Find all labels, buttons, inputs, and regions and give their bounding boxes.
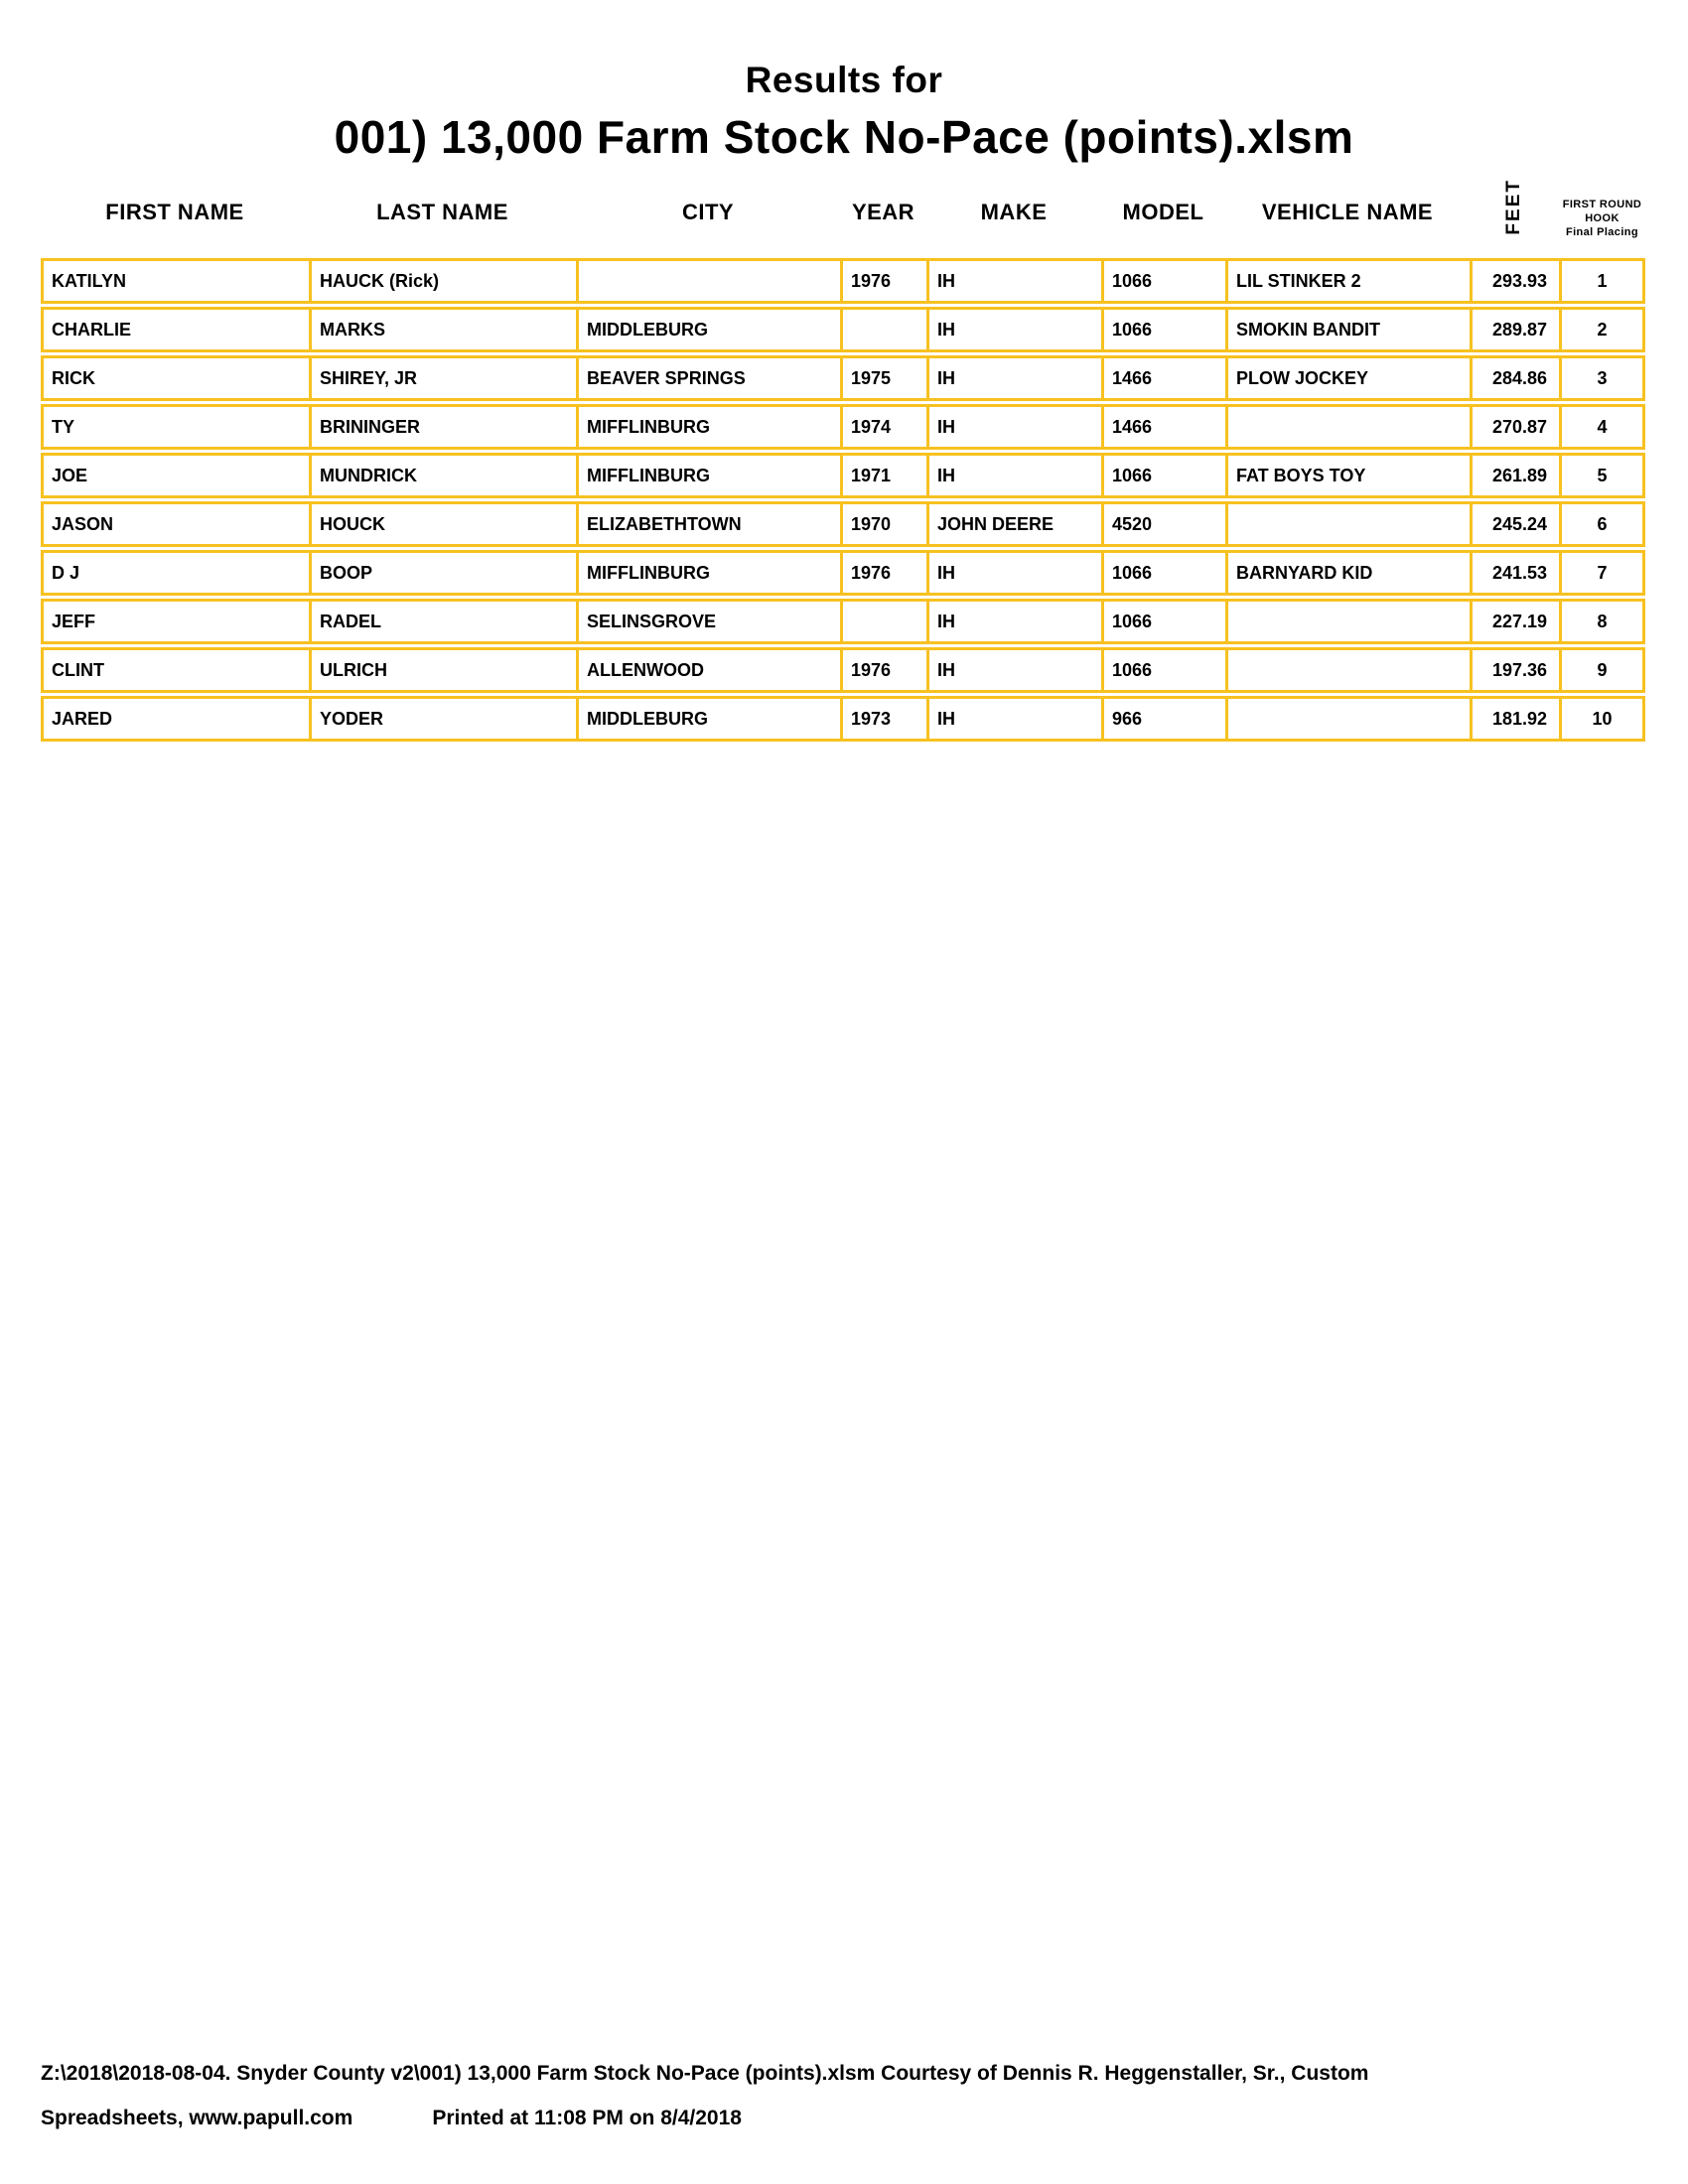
cell-first-name: RICK: [41, 355, 309, 401]
cell-last-name: BOOP: [309, 550, 576, 596]
results-table-header: [41, 168, 1645, 255]
cell-placing: 3: [1559, 355, 1645, 401]
header-row: [41, 168, 1645, 255]
cell-feet: 245.24: [1470, 501, 1559, 547]
cell-vehicle-name: [1225, 599, 1470, 644]
placing-header-line2: HOOK: [1585, 212, 1619, 224]
footer-company: Spreadsheets, www.papull.com: [41, 2107, 353, 2129]
cell-feet: 181.92: [1470, 696, 1559, 742]
cell-last-name: MARKS: [309, 307, 576, 352]
table-row: [41, 355, 1645, 401]
cell-model: 1066: [1101, 307, 1225, 352]
cell-feet: 197.36: [1470, 647, 1559, 693]
page-footer: [41, 2061, 1649, 2130]
cell-city: [576, 258, 840, 304]
table-row: [41, 599, 1645, 644]
cell-last-name: HOUCK: [309, 501, 576, 547]
column-header-model: MODEL: [1122, 200, 1204, 224]
cell-make: IH: [926, 550, 1101, 596]
cell-last-name: BRININGER: [309, 404, 576, 450]
cell-make: IH: [926, 696, 1101, 742]
feet-vertical-label: FEET: [1503, 179, 1524, 235]
placing-header-line3: Final Placing: [1565, 226, 1639, 238]
page-title-line2: 001) 13,000 Farm Stock No-Pace (points).xlsm: [334, 111, 1354, 163]
cell-city: MIDDLEBURG: [576, 696, 840, 742]
cell-feet: 261.89: [1470, 453, 1559, 498]
cell-first-name: JEFF: [41, 599, 309, 644]
table-row: [41, 258, 1645, 304]
footer-printed-timestamp: Printed at 11:08 PM on 8/4/2018: [432, 2107, 742, 2129]
cell-model: 1466: [1101, 404, 1225, 450]
cell-placing: 2: [1559, 307, 1645, 352]
cell-placing: 9: [1559, 647, 1645, 693]
cell-vehicle-name: BARNYARD KID: [1225, 550, 1470, 596]
cell-vehicle-name: [1225, 647, 1470, 693]
cell-model: 4520: [1101, 501, 1225, 547]
cell-first-name: JARED: [41, 696, 309, 742]
cell-year: 1973: [840, 696, 926, 742]
cell-placing: 1: [1559, 258, 1645, 304]
cell-placing: 5: [1559, 453, 1645, 498]
cell-first-name: D J: [41, 550, 309, 596]
cell-model: 1066: [1101, 599, 1225, 644]
page-title-line1: Results for: [745, 60, 943, 100]
cell-year: 1976: [840, 550, 926, 596]
cell-last-name: MUNDRICK: [309, 453, 576, 498]
table-row: [41, 550, 1645, 596]
column-header-year: YEAR: [851, 200, 915, 224]
results-table-body: [41, 258, 1645, 742]
column-header-last-name: LAST NAME: [376, 200, 508, 224]
cell-city: MIFFLINBURG: [576, 453, 840, 498]
column-header-vehicle-name: VEHICLE NAME: [1261, 200, 1434, 224]
cell-city: MIFFLINBURG: [576, 550, 840, 596]
cell-city: ALLENWOOD: [576, 647, 840, 693]
cell-first-name: CHARLIE: [41, 307, 309, 352]
cell-feet: 270.87: [1470, 404, 1559, 450]
cell-vehicle-name: FAT BOYS TOY: [1225, 453, 1470, 498]
cell-first-name: JASON: [41, 501, 309, 547]
cell-last-name: YODER: [309, 696, 576, 742]
column-header-city: CITY: [681, 200, 735, 224]
cell-model: 1066: [1101, 258, 1225, 304]
column-header-make: MAKE: [980, 200, 1048, 224]
cell-feet: 289.87: [1470, 307, 1559, 352]
cell-make: IH: [926, 355, 1101, 401]
cell-make: IH: [926, 453, 1101, 498]
cell-feet: 241.53: [1470, 550, 1559, 596]
cell-make: IH: [926, 647, 1101, 693]
cell-year: 1970: [840, 501, 926, 547]
cell-make: IH: [926, 258, 1101, 304]
table-row: [41, 501, 1645, 547]
cell-make: JOHN DEERE: [926, 501, 1101, 547]
column-header-feet: [1470, 168, 1559, 255]
cell-year: 1976: [840, 647, 926, 693]
cell-make: IH: [926, 599, 1101, 644]
cell-city: MIDDLEBURG: [576, 307, 840, 352]
cell-city: ELIZABETHTOWN: [576, 501, 840, 547]
cell-feet: 227.19: [1470, 599, 1559, 644]
cell-vehicle-name: PLOW JOCKEY: [1225, 355, 1470, 401]
cell-city: BEAVER SPRINGS: [576, 355, 840, 401]
cell-placing: 4: [1559, 404, 1645, 450]
cell-model: 1066: [1101, 647, 1225, 693]
cell-last-name: HAUCK (Rick): [309, 258, 576, 304]
cell-vehicle-name: LIL STINKER 2: [1225, 258, 1470, 304]
cell-feet: 284.86: [1470, 355, 1559, 401]
table-row: [41, 696, 1645, 742]
cell-last-name: ULRICH: [309, 647, 576, 693]
cell-vehicle-name: [1225, 404, 1470, 450]
cell-first-name: TY: [41, 404, 309, 450]
cell-feet: 293.93: [1470, 258, 1559, 304]
cell-year: 1976: [840, 258, 926, 304]
cell-vehicle-name: SMOKIN BANDIT: [1225, 307, 1470, 352]
cell-make: IH: [926, 307, 1101, 352]
cell-make: IH: [926, 404, 1101, 450]
cell-placing: 10: [1559, 696, 1645, 742]
cell-placing: 7: [1559, 550, 1645, 596]
cell-placing: 8: [1559, 599, 1645, 644]
cell-year: 1975: [840, 355, 926, 401]
column-header-first-name: FIRST NAME: [105, 200, 244, 224]
cell-year: [840, 599, 926, 644]
table-row: [41, 404, 1645, 450]
cell-model: 1066: [1101, 550, 1225, 596]
cell-vehicle-name: [1225, 501, 1470, 547]
cell-year: [840, 307, 926, 352]
cell-city: SELINSGROVE: [576, 599, 840, 644]
cell-last-name: SHIREY, JR: [309, 355, 576, 401]
cell-first-name: CLINT: [41, 647, 309, 693]
cell-first-name: JOE: [41, 453, 309, 498]
results-table: [41, 165, 1645, 745]
cell-model: 1466: [1101, 355, 1225, 401]
placing-header-line1: FIRST ROUND: [1562, 199, 1642, 210]
cell-model: 1066: [1101, 453, 1225, 498]
column-header-placing: [1559, 168, 1645, 255]
cell-placing: 6: [1559, 501, 1645, 547]
cell-year: 1974: [840, 404, 926, 450]
cell-vehicle-name: [1225, 696, 1470, 742]
cell-model: 966: [1101, 696, 1225, 742]
footer-file-path: Z:\2018\2018-08-04. Snyder County v2\001) 13,000 Farm Stock No-Pace (points).xlsm Courtesy of Dennis R. Heggenstaller, Sr., Custom: [41, 2062, 1369, 2085]
table-row: [41, 453, 1645, 498]
cell-year: 1971: [840, 453, 926, 498]
cell-city: MIFFLINBURG: [576, 404, 840, 450]
table-row: [41, 307, 1645, 352]
cell-first-name: KATILYN: [41, 258, 309, 304]
cell-last-name: RADEL: [309, 599, 576, 644]
table-row: [41, 647, 1645, 693]
